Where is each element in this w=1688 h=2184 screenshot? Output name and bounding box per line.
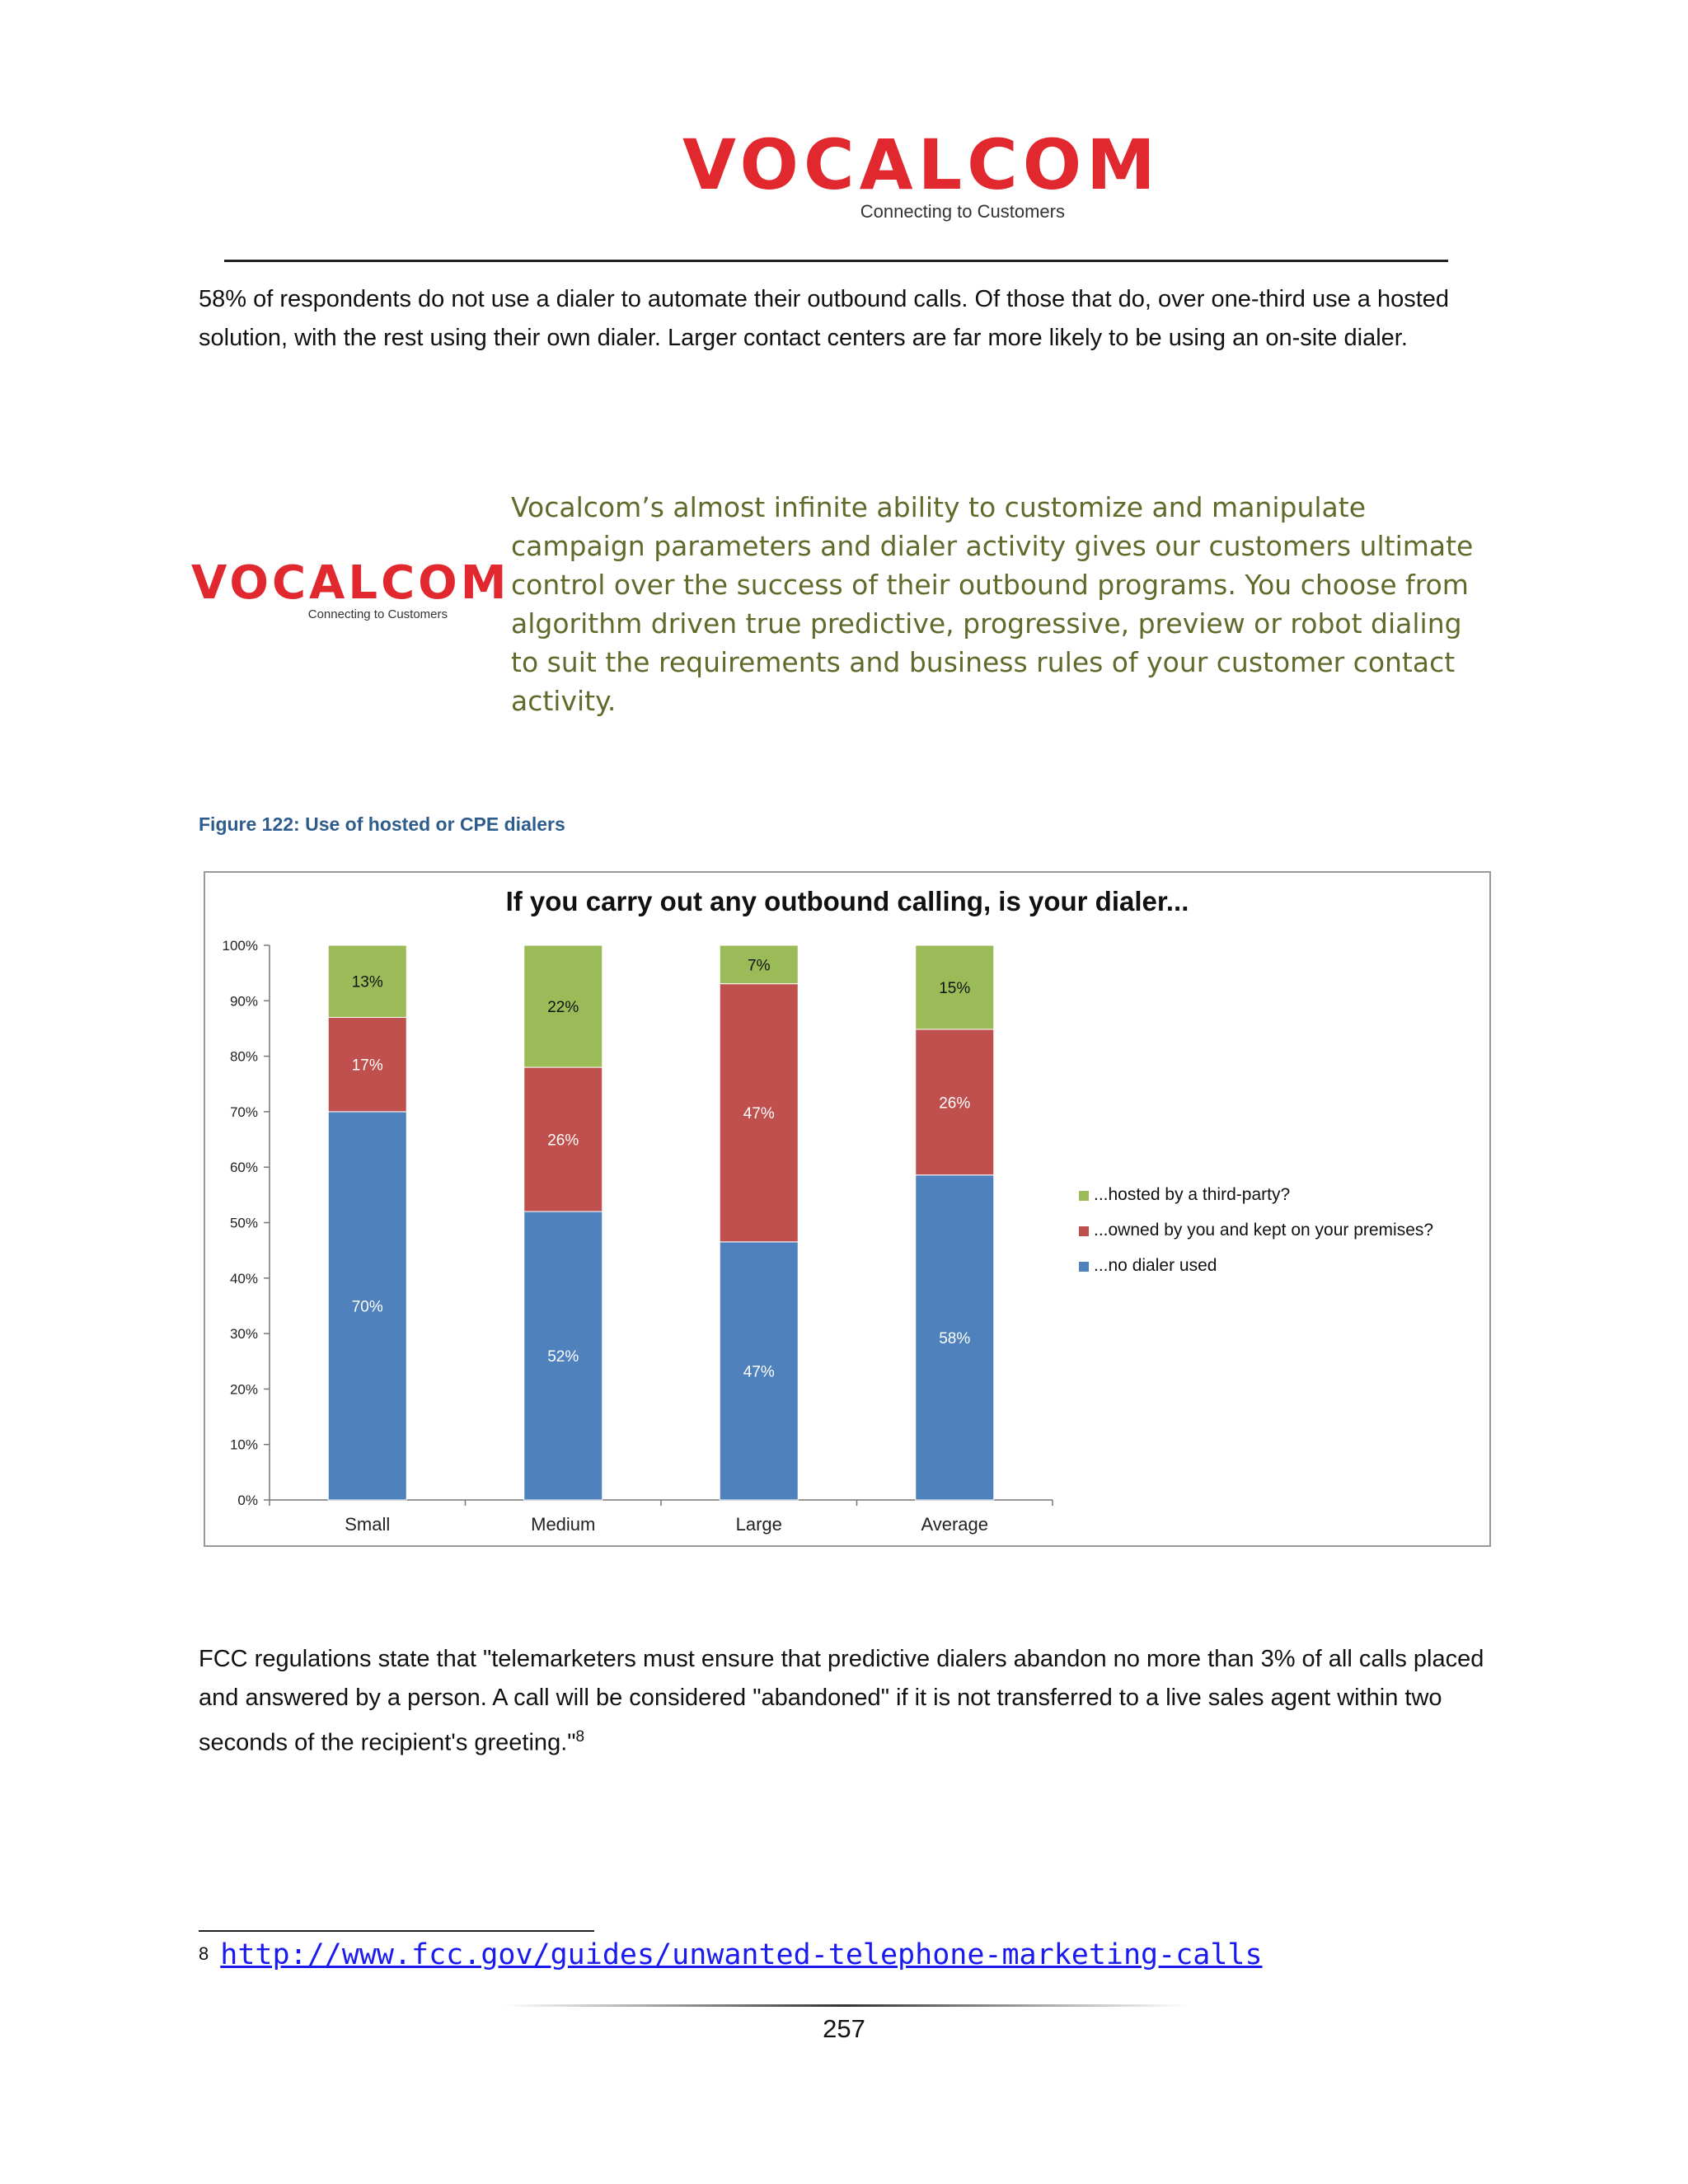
logo-tagline: Connecting to Customers <box>860 201 1065 222</box>
intro-paragraph: 58% of respondents do not use a dialer to automate their outbound calls. Of those that do, over one-third use a hosted solution, with the rest using their own dialer. Larger contact centers are far more likely to be using an on-site dialer. <box>199 286 1450 351</box>
x-category-label: Average <box>921 1514 989 1535</box>
data-label: 26% <box>547 1132 579 1150</box>
header-rule <box>224 260 1448 262</box>
footnote-reference[interactable]: 8 <box>575 1728 585 1746</box>
callout-text: Vocalcom’s almost infinite ability to customize and manipulate campaign parameters and dialer activity gives our customers ultimate control over the success of their outbound programs. You choose from algorithm driven true predictive, progressive, preview or robot dialing to suit the requirements and business rules of your customer contact activity. <box>511 491 1474 717</box>
y-tick-label: 100% <box>222 938 258 954</box>
page-number: 257 <box>823 2014 865 2043</box>
footnote-link[interactable]: http://www.fcc.gov/guides/unwanted-telephone-marketing-calls <box>220 1938 1263 1971</box>
y-tick-label: 10% <box>229 1436 258 1453</box>
callout-logo-tagline: Connecting to Customers <box>307 607 448 621</box>
data-label: 13% <box>351 973 383 991</box>
data-label: 47% <box>743 1105 775 1123</box>
data-label: 70% <box>351 1298 383 1316</box>
legend-swatch <box>1079 1262 1089 1272</box>
data-label: 26% <box>939 1094 971 1113</box>
data-label: 15% <box>939 979 971 997</box>
x-category-label: Medium <box>531 1514 596 1535</box>
y-tick-label: 70% <box>229 1104 258 1120</box>
legend-label: ...owned by you and kept on your premises? <box>1094 1221 1434 1240</box>
y-tick-label: 60% <box>229 1160 258 1176</box>
footnote-number: 8 <box>199 1943 209 1964</box>
legend-label: ...no dialer used <box>1094 1256 1217 1275</box>
legend-swatch <box>1079 1191 1089 1201</box>
y-tick-label: 40% <box>229 1270 258 1286</box>
y-tick-label: 50% <box>229 1215 258 1231</box>
stacked-bar-chart <box>205 873 1489 1545</box>
data-label: 7% <box>748 957 771 975</box>
y-tick-label: 30% <box>229 1326 258 1343</box>
logo-wordmark: VOCALCOM <box>682 124 1160 205</box>
page-separator <box>503 2004 1187 2007</box>
x-category-label: Large <box>735 1514 782 1535</box>
y-tick-label: 80% <box>229 1048 258 1065</box>
callout-logo-wordmark: VOCALCOM <box>191 556 510 610</box>
footnote <box>199 1937 1263 1971</box>
legend-swatch <box>1079 1226 1089 1236</box>
vocalcom-header-logo <box>682 124 1160 222</box>
data-label: 47% <box>743 1363 775 1381</box>
data-label: 52% <box>547 1348 579 1366</box>
figure-caption: Figure 122: Use of hosted or CPE dialers <box>199 813 565 835</box>
fcc-paragraph-text: FCC regulations state that "telemarketers must ensure that predictive dialers abandon no more than 3% of all calls placed and answered by a person. A call will be considered "abandoned" if it is not transferred to a live sales agent within two seconds of the recipient's greeting." <box>199 1646 1484 1756</box>
chart-title: If you carry out any outbound calling, is your dialer... <box>505 886 1189 916</box>
data-label: 58% <box>939 1329 971 1347</box>
y-tick-label: 0% <box>237 1493 258 1508</box>
chart-frame <box>204 871 1491 1547</box>
data-label: 17% <box>351 1057 383 1075</box>
vocalcom-callout-logo <box>191 556 510 621</box>
x-category-label: Small <box>345 1514 391 1535</box>
y-tick-label: 20% <box>229 1381 258 1398</box>
data-label: 22% <box>547 999 579 1017</box>
legend-label: ...hosted by a third-party? <box>1094 1185 1291 1204</box>
y-tick-label: 90% <box>229 993 258 1010</box>
fcc-paragraph <box>199 1640 1493 1763</box>
footnote-rule <box>199 1930 594 1932</box>
